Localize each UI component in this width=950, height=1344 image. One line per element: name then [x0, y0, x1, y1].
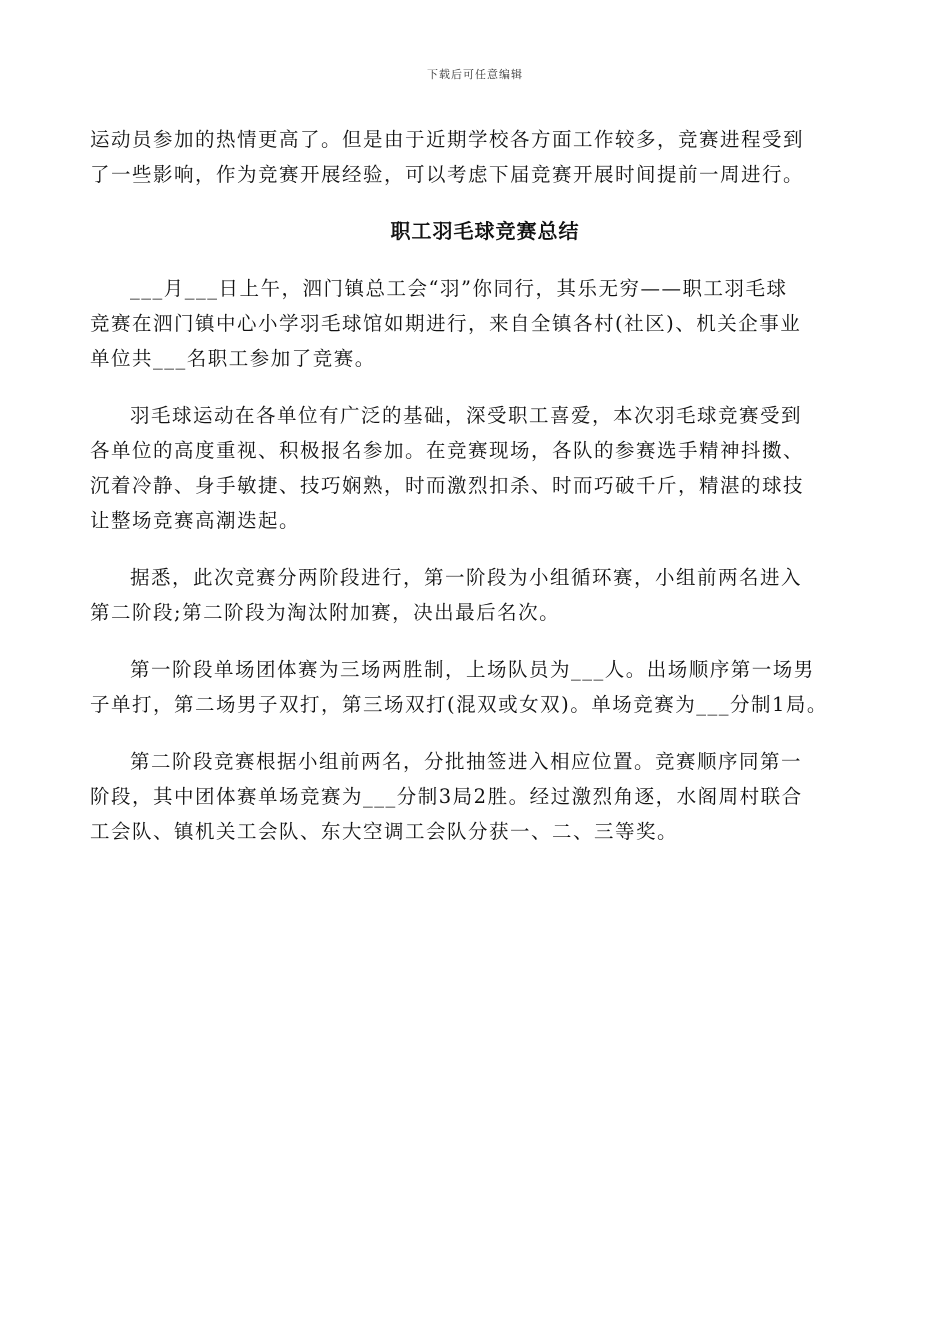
paragraph-line: 竞赛在泗门镇中心小学羽毛球馆如期进行，来自全镇各村(社区)、机关企事业 [90, 312, 802, 335]
paragraph-5 [90, 744, 880, 849]
intro-line: 运动员参加的热情更高了。但是由于近期学校各方面工作较多，竞赛进程受到 [90, 128, 805, 151]
paragraph-line: 工会队、镇机关工会队、东大空调工会队分获一、二、三等奖。 [90, 820, 679, 843]
intro-line: 了一些影响，作为竞赛开展经验，可以考虑下届竞赛开展时间提前一周进行。 [90, 163, 805, 186]
page-header-note: 下载后可任意编辑 [427, 68, 523, 81]
paragraph-line: 羽毛球运动在各单位有广泛的基础，深受职工喜爱，本次羽毛球竞赛受到 [130, 404, 803, 427]
document-body [90, 122, 880, 871]
paragraph-1 [90, 271, 880, 376]
paragraph-line: 子单打，第二场男子双打，第三场双打(混双或女双)。单场竞赛为___分制1局。 [90, 693, 828, 716]
paragraph-line: 各单位的高度重视、积极报名参加。在竞赛现场，各队的参赛选手精神抖擞、 [90, 439, 805, 462]
document-title: 职工羽毛球竞赛总结 [390, 219, 580, 243]
paragraph-2 [90, 398, 880, 538]
paragraph-line: 沉着冷静、身手敏捷、技巧娴熟，时而激烈扣杀、时而巧破千斤，精湛的球技 [90, 474, 805, 497]
paragraph-line: 第二阶段竞赛根据小组前两名，分批抽签进入相应位置。竞赛顺序同第一 [130, 750, 803, 773]
paragraph-line: 据悉，此次竞赛分两阶段进行，第一阶段为小组循环赛，小组前两名进入 [130, 566, 803, 589]
paragraph-line: 单位共___名职工参加了竞赛。 [90, 347, 376, 370]
paragraph-3 [90, 560, 880, 630]
paragraph-line: 第二阶段;第二阶段为淘汰附加赛，决出最后名次。 [90, 601, 561, 624]
paragraph-line: 第一阶段单场团体赛为三场两胜制，上场队员为___人。出场顺序第一场男 [130, 658, 815, 681]
paragraph-line: 阶段，其中团体赛单场竞赛为___分制3局2胜。经过激烈角逐，水阁周村联合 [90, 785, 803, 808]
paragraph-line: 让整场竞赛高潮迭起。 [90, 509, 301, 532]
paragraph-4 [90, 652, 880, 722]
intro-paragraph [90, 122, 880, 192]
paragraph-line: ___月___日上午，泗门镇总工会“羽”你同行，其乐无穷——职工羽毛球 [130, 277, 788, 300]
